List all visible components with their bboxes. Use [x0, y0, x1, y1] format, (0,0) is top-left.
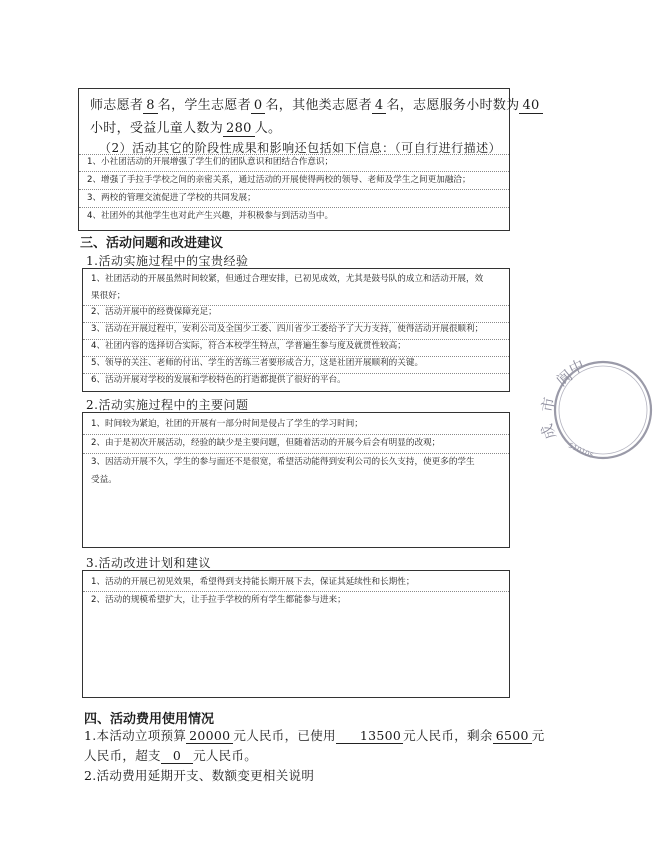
problem-item: 受益。	[91, 475, 117, 485]
problems-title: 2.活动实施过程中的主要问题	[86, 398, 249, 412]
experience-item: 1、社团活动的开展虽然时间较紧，但通过合理安排，已初见成效，尤其是鼓号队的成立和活动开展，效	[91, 274, 484, 284]
budget-value: 20000	[186, 728, 233, 744]
improve-box	[82, 570, 510, 698]
result-item: 4、社团外的其他学生也对此产生兴趣，并积极参与到活动当中。	[87, 211, 334, 221]
problems-box	[82, 412, 510, 548]
divider	[83, 434, 509, 435]
results-box	[78, 88, 540, 231]
service-hours-value: 40	[519, 98, 542, 114]
other-results-heading: （2）活动其它的阶段性成果和影响还包括如下信息：（可自行进行描述）	[99, 141, 502, 155]
divider	[83, 356, 509, 357]
divider	[79, 189, 509, 190]
section-four-title: 四、活动费用使用情况	[84, 712, 215, 727]
experience-box	[82, 268, 510, 392]
experience-item: 3、活动在开展过程中，安利公司及全国少工委、四川省少工委给予了大力支持，使得活动开展很顺利；	[91, 324, 484, 334]
children-count-value: 280	[223, 121, 255, 137]
experience-title: 1.活动实施过程中的宝贵经验	[86, 254, 249, 268]
problem-item: 3、因活动开展不久，学生的参与面还不是很宽，希望活动能得到安利公司的长久支持，使更多的学生	[91, 457, 475, 467]
svg-text:中: 中	[566, 355, 588, 379]
divider	[79, 171, 509, 172]
section-three-title: 三、活动问题和改进建议	[80, 236, 224, 251]
teacher-volunteers-value: 8	[143, 98, 158, 114]
divider	[79, 154, 509, 155]
result-item: 1、小社团活动的开展增强了学生们的团队意识和团结合作意识；	[87, 157, 334, 167]
svg-text:510105: 510105	[567, 441, 595, 461]
improve-item: 1、活动的开展已初见效果，希望得到支持能长期开展下去，保证其延续性和长期性；	[91, 577, 415, 587]
divider	[83, 322, 509, 323]
experience-item: 果很好；	[91, 291, 126, 301]
other-volunteers-value: 4	[372, 98, 387, 114]
divider	[79, 207, 509, 208]
overspend-line: 人民币，超支 0 元人民币。	[84, 748, 258, 763]
svg-text:成: 成	[537, 421, 560, 442]
experience-item: 4、社团内容的选择切合实际，符合本校学生特点，学普遍生参与度及就贯性较高；	[91, 341, 406, 351]
used-value: 13500	[336, 728, 403, 744]
beneficiary-line: 小时，受益儿童人数为 280 人。	[90, 121, 282, 136]
experience-item: 6、活动开展对学校的发展和学校特色的打造都提供了很好的平台。	[91, 375, 346, 385]
divider	[83, 373, 509, 374]
divider	[83, 305, 509, 306]
student-volunteers-value: 0	[251, 98, 266, 114]
result-item: 2、增强了手拉手学校之间的亲密关系，通过活动的开展使得两校的领导、老师及学生之间更加融洽；	[87, 175, 471, 185]
expense-note-title: 2.活动费用延期开支、数额变更相关说明	[84, 768, 315, 783]
divider	[83, 453, 509, 454]
remaining-value: 6500	[493, 728, 532, 744]
experience-item: 5、领导的关注、老师的付出、学生的苦练三者要形成合力，这是社团开展顺利的关键。	[91, 358, 424, 368]
divider	[83, 591, 509, 592]
experience-item: 2、活动开展中的经费保障充足；	[91, 307, 217, 317]
improve-item: 2、活动的规模希望扩大，让手拉手学校的所有学生都能参与进来；	[91, 595, 346, 605]
svg-text:阆: 阆	[553, 366, 577, 391]
volunteer-line: 师志愿者 8 名，学生志愿者 0 名，其他类志愿者 4 名，志愿服务小时数为 40	[90, 94, 543, 118]
budget-line: 1.本活动立项预算 20000 元人民币，已使用 13500 元人民币，剩余 6500 元	[84, 728, 545, 743]
problem-item: 1、时间较为紧迫，社团的开展有一部分时间是侵占了学生的学习时间；	[91, 419, 363, 429]
svg-text:市: 市	[538, 395, 559, 414]
problem-item: 2、由于是初次开展活动，经验的缺少是主要问题，但随着活动的开展今后会有明显的改观；	[91, 438, 441, 448]
official-seal-icon	[537, 355, 658, 465]
improve-title: 3.活动改进计划和建议	[86, 556, 211, 570]
overspend-value: 0	[161, 748, 193, 764]
divider	[83, 339, 509, 340]
result-item: 3、两校的管理交流促进了学校的共同发展；	[87, 193, 256, 203]
